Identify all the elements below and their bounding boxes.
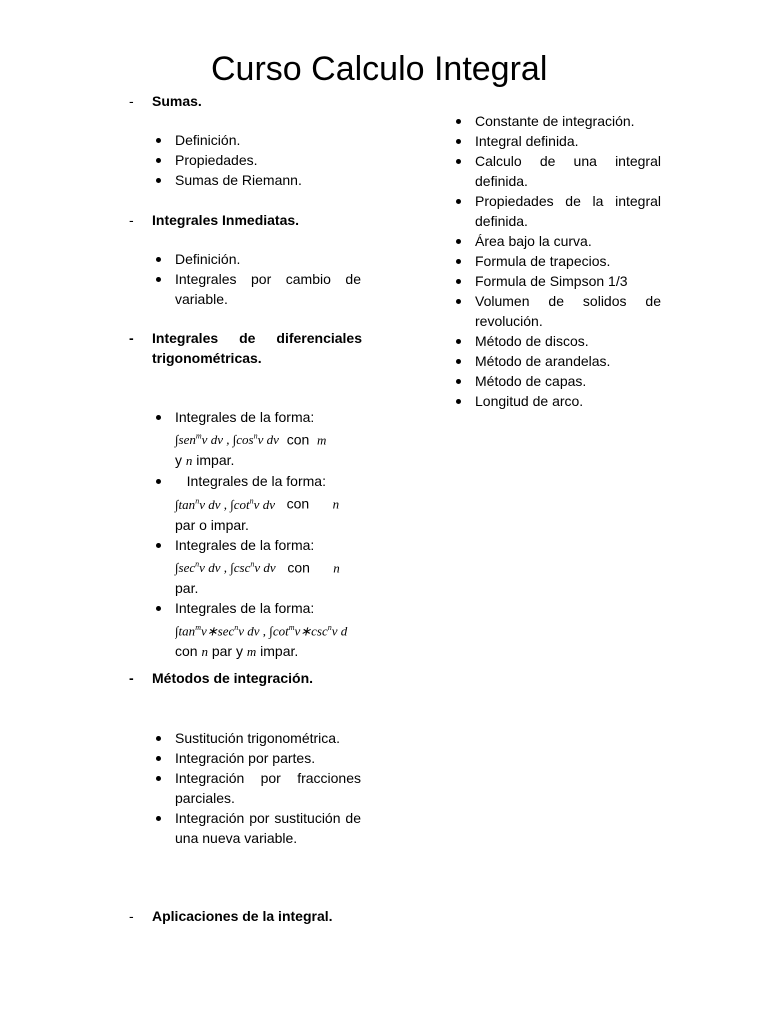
bullet-icon [156,479,161,484]
list-item: Integración por partes. [152,748,361,768]
bullet-icon [156,158,161,163]
trig-list [152,407,361,662]
bullet-icon [456,259,461,264]
formula: $\int\tan^mv∗\sec^nv$ dv , $\int\cot^mv∗\csc^nv$ d [175,622,348,639]
bullet-icon [456,359,461,364]
list-item: Integrales por cambio de variable. [152,269,361,309]
list-item: Constante de integración. [452,111,661,131]
bullet-icon [456,399,461,404]
dash-marker: - [129,908,134,924]
section-heading: Sumas. [152,93,202,109]
list-item: Volumen de solidos de revolución. [452,291,661,331]
section-metodos [129,668,369,688]
formula: ∫sen$^m$v dv , $\int\cos^nv$ dv [175,432,279,448]
list-item: Integrales de la forma: $\int\tan^mv∗\sec^nv$ dv , $\int\cot^mv∗\csc^nv$ d con n par y m impar. [152,598,407,662]
list-item: Método de capas. [452,371,661,391]
right-column-list [452,111,661,411]
section-heading: Métodos de integración. [152,670,314,686]
section-trig [129,328,362,368]
metodos-list [152,728,361,848]
list-item: Integrales de la forma: $\int\sec^nv$ dv , $\int\csc^nv$ dv con n par. [152,535,361,598]
bullet-icon [456,199,461,204]
dash-marker: - [129,93,134,109]
list-item: Sustitución trigonométrica. [152,728,361,748]
section-aplicaciones [129,906,369,926]
bullet-icon [156,178,161,183]
list-item: Integral definida. [452,131,661,151]
bullet-icon [156,756,161,761]
bullet-icon [456,279,461,284]
inmediatas-list [152,249,361,309]
bullet-icon [156,736,161,741]
bullet-icon [156,776,161,781]
section-heading: Aplicaciones de la integral. [152,908,333,924]
list-item: Definición. [152,249,361,269]
list-item: Área bajo la curva. [452,231,661,251]
list-item: Propiedades de la integral definida. [452,191,661,231]
bullet-icon [456,159,461,164]
section-sumas [129,91,369,111]
dash-marker: - [129,330,134,346]
bullet-icon [456,299,461,304]
list-item: Formula de trapecios. [452,251,661,271]
list-item: Integrales de la forma: $\int\tan^nv$ dv , $\int\cot^nv$ dv con n par o impar. [152,471,361,534]
list-item: Definición. [152,130,361,150]
list-item: Método de discos. [452,331,661,351]
list-item: Formula de Simpson 1/3 [452,271,661,291]
bullet-icon [456,239,461,244]
list-item: Integración por sustitución de una nueva variable. [152,808,361,848]
list-item: Método de arandelas. [452,351,661,371]
bullet-icon [456,379,461,384]
bullet-icon [156,257,161,262]
list-item: Longitud de arco. [452,391,661,411]
bullet-icon [456,139,461,144]
list-item: Calculo de una integral definida. [452,151,661,191]
section-heading: Integrales Inmediatas. [152,212,300,228]
list-item: Sumas de Riemann. [152,170,361,190]
section-heading: Integrales de diferenciales trigonométricas. [152,330,362,366]
list-item: Propiedades. [152,150,361,170]
dash-marker: - [129,670,134,686]
dash-marker: - [129,212,134,228]
section-inmediatas [129,210,369,230]
formula: $\int\sec^nv$ dv , $\int\csc^nv$ dv [175,559,276,575]
bullet-icon [156,138,161,143]
page-title: Curso Calculo Integral [211,50,548,88]
bullet-icon [456,339,461,344]
bullet-icon [156,606,161,611]
bullet-icon [156,816,161,821]
bullet-icon [156,543,161,548]
sumas-list [152,130,361,190]
list-item: Integrales de la forma: ∫sen$^m$v dv , $\int\cos^nv$ dv con m y n impar. [152,407,361,471]
bullet-icon [156,415,161,420]
formula: $\int\tan^nv$ dv , $\int\cot^nv$ dv [175,496,275,512]
list-item: Integración por fracciones parciales. [152,768,361,808]
bullet-icon [156,277,161,282]
bullet-icon [456,119,461,124]
